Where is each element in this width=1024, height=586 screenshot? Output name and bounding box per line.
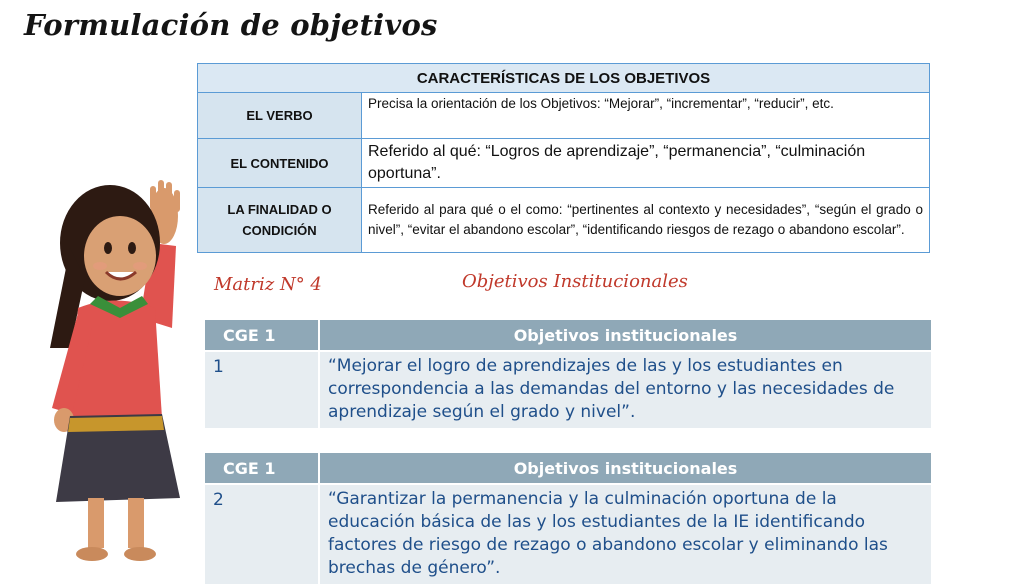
objectives-header: Objetivos institucionales [319, 452, 932, 484]
row-label-verbo: EL VERBO [198, 93, 362, 139]
cge-header: CGE 1 [204, 452, 319, 484]
table-row [204, 484, 932, 585]
table-row [204, 351, 932, 429]
characteristics-header: CARACTERÍSTICAS DE LOS OBJETIVOS [198, 64, 930, 93]
cge-header: CGE 1 [204, 319, 319, 351]
objective-text: “Mejorar el logro de aprendizajes de las y los estudiantes en correspondencia a las demandas del entorno y las necesidades de aprendizaje según el grado y nivel”. [319, 351, 932, 429]
objectives-header: Objetivos institucionales [319, 319, 932, 351]
objectives-table-1 [203, 318, 933, 430]
table-row [198, 93, 930, 139]
row-label-contenido: EL CONTENIDO [198, 139, 362, 188]
objectives-table-2 [203, 451, 933, 586]
objective-number: 1 [204, 351, 319, 429]
row-description-verbo: Precisa la orientación de los Objetivos: “Mejorar”, “incrementar”, “reducir”, etc. [362, 93, 930, 139]
matriz-caption: Matriz N° 4 [214, 274, 322, 295]
objective-number: 2 [204, 484, 319, 585]
characteristics-header-row [198, 64, 930, 93]
characteristics-table [197, 63, 930, 253]
objective-text: “Garantizar la permanencia y la culminación oportuna de la educación básica de las y los estudiantes de la IE identificando factores de riesgo de rezago o abandono escolar y eliminando las brechas de género”. [319, 484, 932, 585]
row-description-finalidad: Referido al para qué o el como: “pertinentes al contexto y necesidades”, “según el grado o nivel”, “evitar el abandono escolar”, “identificando riesgos de rezago o abandono escolar”. [362, 188, 930, 253]
table-row [198, 139, 930, 188]
objectives-header-row [204, 319, 932, 351]
table-row [198, 188, 930, 253]
objectives-header-row [204, 452, 932, 484]
objetivos-caption: Objetivos Institucionales [462, 271, 688, 292]
row-description-contenido: Referido al qué: “Logros de aprendizaje”, “permanencia”, “culminación oportuna”. [362, 139, 930, 188]
row-label-finalidad: LA FINALIDAD O CONDICIÓN [198, 188, 362, 253]
girl-waving-icon [30, 168, 190, 568]
page-title: Formulación de objetivos [24, 8, 438, 42]
